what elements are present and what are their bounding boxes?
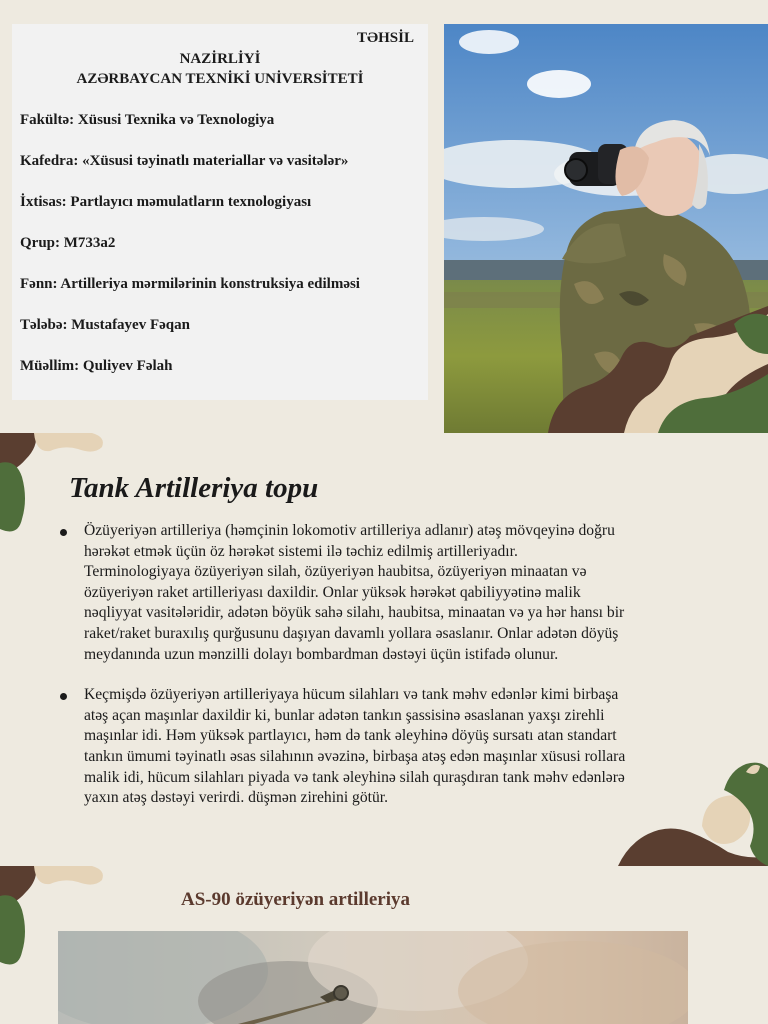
info-teacher: Müəllim: Quliyev Fəlah [20, 358, 173, 374]
institution-line3: AZƏRBAYCAN TEXNİKİ UNİVERSİTETİ [76, 71, 364, 87]
info-faculty: Fakültə: Xüsusi Texnika və Texnologiya [20, 112, 275, 128]
info-subject: Fənn: Artilleriya mərmilərinin konstruksiya edilməsi [20, 276, 360, 292]
bullet-dot-icon [60, 529, 67, 536]
info-specialty: İxtisas: Partlayıcı məmulatların texnologiyası [20, 194, 312, 210]
list-item [56, 521, 626, 665]
section-heading: AS-90 özüyeriyən artilleriya [181, 889, 411, 910]
artillery-photo [58, 931, 688, 1024]
bullet-dot-icon [60, 693, 67, 700]
list-item [56, 685, 626, 809]
article-bullet-list [56, 521, 626, 809]
info-group: Qrup: M733a2 [20, 235, 116, 251]
info-student: Tələbə: Mustafayev Fəqan [20, 317, 190, 333]
paragraph-text: Keçmişdə özüyeriyən artilleriyaya hücum silahları və tank məhv edənlər kimi birbaşa atəş açan maşınlar daxildir ki, bunlar adətən tankın şassisinə əsaslanan yaxşı zirehli maşınlar idi. Həm yüksək partlayıcı, həm də tank əleyhinə döyüş sursatı atan standart tankın ümumi təyinatlı əsas silahının əvəzinə, birbaşa atəş edən maşınlar xüsusi rollara malik idi, hücum silahları piyada və tank əleyhinə silah quraşdıran tank məhv edənlərə yaxın atəş dəstəyi verirdi. düşmən zirehini götür. [84, 686, 626, 807]
info-box [12, 24, 428, 400]
info-department: Kafedra: «Xüsusi təyinatlı materiallar və vasitələr» [20, 153, 349, 169]
soldier-binoculars-photo [444, 24, 768, 433]
article-title: Tank Artilleriya topu [69, 472, 319, 504]
institution-line2: NAZİRLİYİ [179, 51, 261, 67]
camo-decoration-right [618, 760, 768, 866]
paragraph-text: Özüyeriyən artilleriya (həmçinin lokomotiv artilleriya adlanır) atəş mövqeyinə doğru hərəkət etmək üçün öz hərəkət sistemi ilə təchiz edilmiş artilleriyadır. Terminologiyaya özüyeriyən silah, özüyeriyən haubitsa, özüyeriyən minaatan və özüyeriyən raket artilleriyası daxildir. Onlar yüksək hərəkət qabiliyyətinə malik nəqliyyat vasitələridir, adətən böyük sahə silahı, haubitsa, minaatan və ya hər hansı bir raket/raket buraxılış qurğusunu daşıyan davamlı yollara əsaslanır. Onlar adətən döyüş meydanında uzun mənzilli dolayı bombardman dəstəyi üçün istifadə olunur. [84, 522, 625, 663]
institution-line1: TƏHSİL [357, 30, 414, 46]
